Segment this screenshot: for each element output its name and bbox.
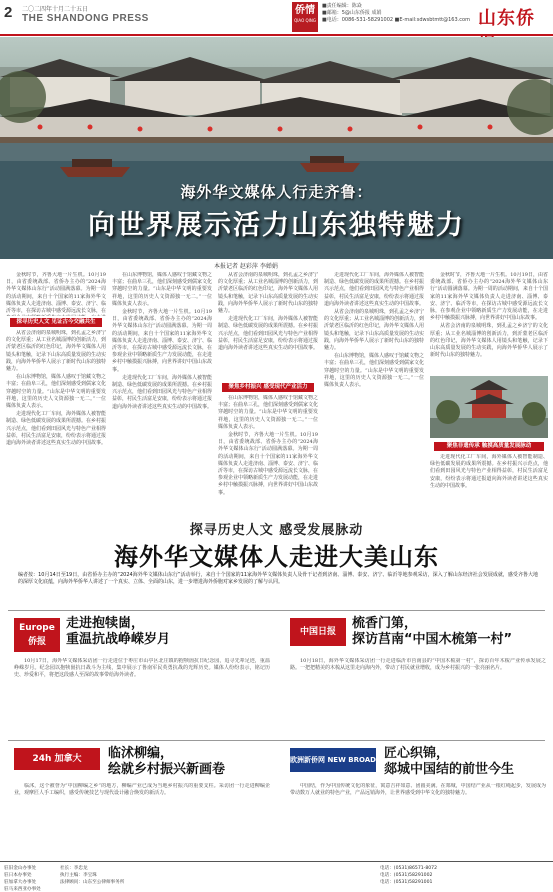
footer-office: 驻马来西亚办事处: [4, 887, 41, 892]
article-paragraph: 在山东博物馆，媒体人感叹于馆藏文物之丰富；在曲阜三孔，他们深刻感受到儒家文化穿越时空的力量。“山东是中华文明的重要发祥地，这里的历史人文资源独一无二。”一位媒体负责人表示。: [112, 272, 212, 307]
story-body: [14, 658, 270, 736]
editor-note: 编者按：10月14日至19日，由省侨办主办的“2024海外华文媒体山东行”活动举行，来自十个国家的11家海外华文媒体负责人及骨干记者到济南、淄博、泰安、济宁、临沂等地参观采访，深入了解山东经济社会发展成就，感受齐鲁大地的深厚文化底蕴，向海外华侨华人讲述了一个真实、立体、全面的山东，进一步增进海外侨胞对家乡发展的了解与认同。: [18, 572, 538, 586]
footer-phone: 电话：(0531)86571-8072: [380, 866, 438, 871]
hero-kicker: 海外华文媒体人行走齐鲁：: [180, 183, 373, 201]
pagoda-photo: [430, 376, 548, 438]
media-logo: 欧洲新侨网 NEW BROAD: [290, 748, 376, 772]
article-paragraph: 从省会济南的泉城明珠，到孔孟之乡济宁的文化厚重；从工业名城淄博的创新活力，到沂蒙老区临沂的红色印记，海外华文媒体人用镜头和笔触，记录下山东高质量发展的生动实践，向海外华侨华人展示了新时代山东的独特魅力。: [6, 330, 106, 373]
media-logo: 中国日报: [290, 618, 346, 646]
masthead-divider: [0, 34, 553, 36]
masthead: [0, 0, 553, 36]
issue-date: 二〇二四年十月二十五日: [22, 6, 89, 13]
page-number: 2: [4, 4, 13, 21]
story-paragraph: 中国结，作为中国传统文化的象征，寓意吉祥如意、团圆美满。在郯城，中国结产业从一根红绳起步，发展成为带动数万人就业的特色产业，产品远销海外，让世界感受到中华文化的独特魅力。: [290, 783, 546, 797]
staff-line: ■邮箱：5@山东侨报 成娟: [322, 10, 382, 16]
article-paragraph: 走进现代化工厂车间，海外媒体人被智能制造、绿色低碳发展的成果所震撼。在乡村振兴示范点，他们看到田园风光与特色产业相得益彰，村民生活富足安康，纷纷表示将通过报道向海外读者讲述这些真实生动的中国故事。: [112, 374, 212, 410]
staff-line: ■电话：0086-531-58291002 ■E-mail:sdwsbtmtt@163.com: [322, 17, 470, 23]
story-title: [352, 616, 548, 648]
media-logo: 24h 加拿大: [14, 748, 100, 770]
article-column-1: [6, 272, 106, 316]
story-body: [290, 658, 546, 736]
section-small-label: QIAO QING: [294, 18, 316, 23]
footer-phone: 电话：(0531)58291002: [380, 873, 433, 878]
article-paragraph: 从省会济南的泉城明珠，到孔孟之乡济宁的文化厚重；从工业名城淄博的创新活力，到沂蒙老区临沂的红色印记，海外华文媒体人用镜头和笔触，记录下山东高质量发展的生动实践，向海外华侨华人展示了新时代山东的独特魅力。: [324, 309, 424, 352]
article-paragraph: 走进现代化工厂车间，海外媒体人被智能制造、绿色低碳发展的成果所震撼。在乡村振兴示范点，他们看到田园风光与特色产业相得益彰，村民生活富足安康，纷纷表示将通过报道向海外读者讲述这些真实生动的中国故事。: [6, 411, 106, 447]
article-column-2: [112, 272, 212, 510]
footer-office: 驻旧金山办事处: [4, 866, 37, 871]
subhead: 聚焦乡村振兴 感受现代产业活力: [222, 383, 314, 392]
section-divider: [8, 610, 545, 611]
story-title-line: 临沭柳编，: [108, 746, 174, 761]
footer: [0, 861, 553, 892]
hero-photo: [0, 37, 553, 259]
media-logo: Europe 侨报: [14, 618, 60, 652]
section-divider: [8, 740, 545, 741]
section-label: 侨情: [295, 5, 315, 16]
footer-staff: 执行主编：李宝珠: [60, 873, 97, 878]
story-title-line: 匠心织锦，: [384, 746, 450, 761]
story-paragraph: 10月18日，海外华文媒体采访团一行走进临沂市莒南县的“中国木梳第一村”，探访百年木梳产业传承发展之路。一把把精美的木梳从这里走向海内外，带动了村民就业增收，成为乡村振兴的一张亮丽名片。: [290, 658, 546, 672]
story-body: [14, 783, 270, 857]
footer-office: 驻日本办事处: [4, 873, 32, 878]
story-title-line: 走进抱犊崮，: [66, 616, 145, 631]
article-paragraph: 在山东博物馆，媒体人感叹于馆藏文物之丰富；在曲阜三孔，他们深刻感受到儒家文化穿越时空的力量。“山东是中华文明的重要发祥地，这里的历史人文资源独一无二。”一位媒体负责人表示。: [6, 374, 106, 410]
story-title: [384, 746, 548, 778]
story-body: [290, 783, 546, 857]
staff-info: [322, 3, 470, 24]
footer-phone: 电话：(0531)58291001: [380, 880, 433, 885]
article-paragraph: 金秋时节，齐鲁大地一片生机。10月19日，由省委统战部、省侨办主办的“2024海外华文媒体山东行”活动圆满落幕。为期一周的活动期间，来自十个国家的11家海外华文媒体负责人走进济南、淄博、泰安、济宁、临沂等市，在探访古城中感受源远流长文脉，在参观企业中领略新质生产力发展动能，在走进乡村中触摸振兴脉搏，向世界讲好中国山东故事。: [218, 432, 318, 496]
story-title-line: 绘就乡村振兴新画卷: [108, 762, 226, 777]
paper-name: THE SHANDONG PRESS: [22, 13, 149, 24]
article-paragraph: 走进现代化工厂车间，海外媒体人被智能制造、绿色低碳发展的成果所震撼。在乡村振兴示范点，他们看到田园风光与特色产业相得益彰，村民生活富足安康，纷纷表示将通过报道向海外读者讲述这些真实生动的中国故事。: [218, 316, 318, 352]
article-column-3: [218, 272, 318, 380]
article-paragraph: 在山东博物馆，媒体人感叹于馆藏文物之丰富；在曲阜三孔，他们深刻感受到儒家文化穿越时空的力量。“山东是中华文明的重要发祥地，这里的历史人文资源独一无二。”一位媒体负责人表示。: [324, 353, 424, 389]
article-paragraph: 走进现代化工厂车间，海外媒体人被智能制造、绿色低碳发展的成果所震撼。在乡村振兴示范点，他们看到田园风光与特色产业相得益彰，村民生活富足安康，纷纷表示将通过报道向海外读者讲述这些真实生动的中国故事。: [324, 272, 424, 307]
article-column-3b: [218, 395, 318, 510]
article-paragraph: 走进现代化工厂车间，海外媒体人被智能制造、绿色低碳发展的成果所震撼。在乡村振兴示范点，他们看到田园风光与特色产业相得益彰，村民生活富足安康，纷纷表示将通过报道向海外读者讲述这些真实生动的中国故事。: [430, 454, 548, 489]
footer-staff: 社长：李忠龙: [60, 866, 88, 871]
side-photo: [430, 376, 548, 438]
article-paragraph: 从省会济南的泉城明珠，到孔孟之乡济宁的文化厚重；从工业名城淄博的创新活力，到沂蒙老区临沂的红色印记，海外华文媒体人用镜头和笔触，记录下山东高质量发展的生动实践，向海外华侨华人展示了新时代山东的独特魅力。: [218, 272, 318, 315]
story-title-line: 重温抗战峥嵘岁月: [66, 632, 171, 647]
article-paragraph: 从省会济南的泉城明珠，到孔孟之乡济宁的文化厚重；从工业名城淄博的创新活力，到沂蒙老区临沂的红色印记，海外华文媒体人用镜头和笔触，记录下山东高质量发展的生动实践，向海外华侨华人展示了新时代山东的独特魅力。: [430, 323, 548, 359]
story-title: [66, 616, 276, 648]
article-paragraph: 金秋时节，齐鲁大地一片生机。10月19日，由省委统战部、省侨办主办的“2024海外华文媒体山东行”活动圆满落幕。为期一周的活动期间，来自十个国家的11家海外华文媒体负责人走进济南、淄博、泰安、济宁、临沂等市，在探访古城中感受源远流长文脉，在参观企业中领略新质生产力发展动能，在走进乡村中触摸振兴脉搏，向世界讲好中国山东故事。: [430, 272, 548, 322]
article-paragraph: 金秋时节，齐鲁大地一片生机。10月19日，由省委统战部、省侨办主办的“2024海外华文媒体山东行”活动圆满落幕。为期一周的活动期间，来自十个国家的11家海外华文媒体负责人走进济南、淄博、泰安、济宁、临沂等市，在探访古城中感受源远流长文脉，在参观企业中领略新质生产力发展动能，在走进乡村中触摸振兴脉搏，向世界讲好中国山东故事。: [112, 309, 212, 373]
article-column-1b: [6, 330, 106, 510]
article-paragraph: 在山东博物馆，媒体人感叹于馆藏文物之丰富；在曲阜三孔，他们深刻感受到儒家文化穿越时空的力量。“山东是中华文明的重要发祥地，这里的历史人文资源独一无二。”一位媒体负责人表示。: [218, 395, 318, 430]
article-paragraph: 金秋时节，齐鲁大地一片生机。10月19日，由省委统战部、省侨办主办的“2024海外华文媒体山东行”活动圆满落幕。为期一周的活动期间，来自十个国家的11家海外华文媒体负责人走进济南、淄博、泰安、济宁、临沂等市，在探访古城中感受源远流长文脉，在: [6, 272, 106, 315]
story-title-line: 探访莒南“中国木梳第一村”: [352, 632, 513, 647]
story-paragraph: 10月17日，海外华文媒体采访团一行走进位于枣庄市山亭区北庄镇的抱犊崮抗日纪念园，追寻先辈足迹，重温峥嵘岁月。纪念园以抱犊崮抗日战斗为主线，集中展示了鲁南军民英勇抗战的光辉历史。媒体人纷纷表示，铭记历史、珍爱和平，将把这段感人至深的故事带给海外读者。: [14, 658, 270, 679]
article-column-4: [324, 272, 424, 510]
byline: 本报记者 赵彩萍 李婵娟: [214, 263, 278, 270]
story-title-line: 郯城中国结的前世今生: [384, 762, 515, 777]
article-column-5: [430, 272, 548, 372]
banner-title: 海外华文媒体人走进大美山东: [114, 543, 439, 571]
subhead: 探寻历史人文 见证古今交融共生: [10, 318, 102, 327]
article-column-5b: [430, 454, 548, 510]
section-badge: [292, 2, 318, 32]
subhead: 聚焦非遗传承 触摸高质量发展脉动: [434, 442, 544, 451]
brand-logo: 山东侨: [478, 8, 535, 29]
banner-kicker: 探寻历史人文 感受发展脉动: [189, 523, 364, 538]
story-title: [108, 746, 278, 778]
hero-headline: 向世界展示活力山东独特魅力: [88, 210, 465, 241]
footer-staff: 法律顾问：山东至公律师事务所: [60, 880, 125, 885]
footer-office: 驻加拿大办事处: [4, 880, 37, 885]
story-title-line: 梳香门第，: [352, 616, 418, 631]
story-paragraph: 临沭，这个被誉为“中国柳编之乡”的地方，柳编产业已成为当地乡村振兴的重要支柱。采访团一行走进柳编企业，观摩匠人手工编织，感受传统技艺与现代设计融合焕发的新活力。: [14, 783, 270, 797]
staff-line: ■责任编辑：陈焱: [322, 3, 362, 9]
